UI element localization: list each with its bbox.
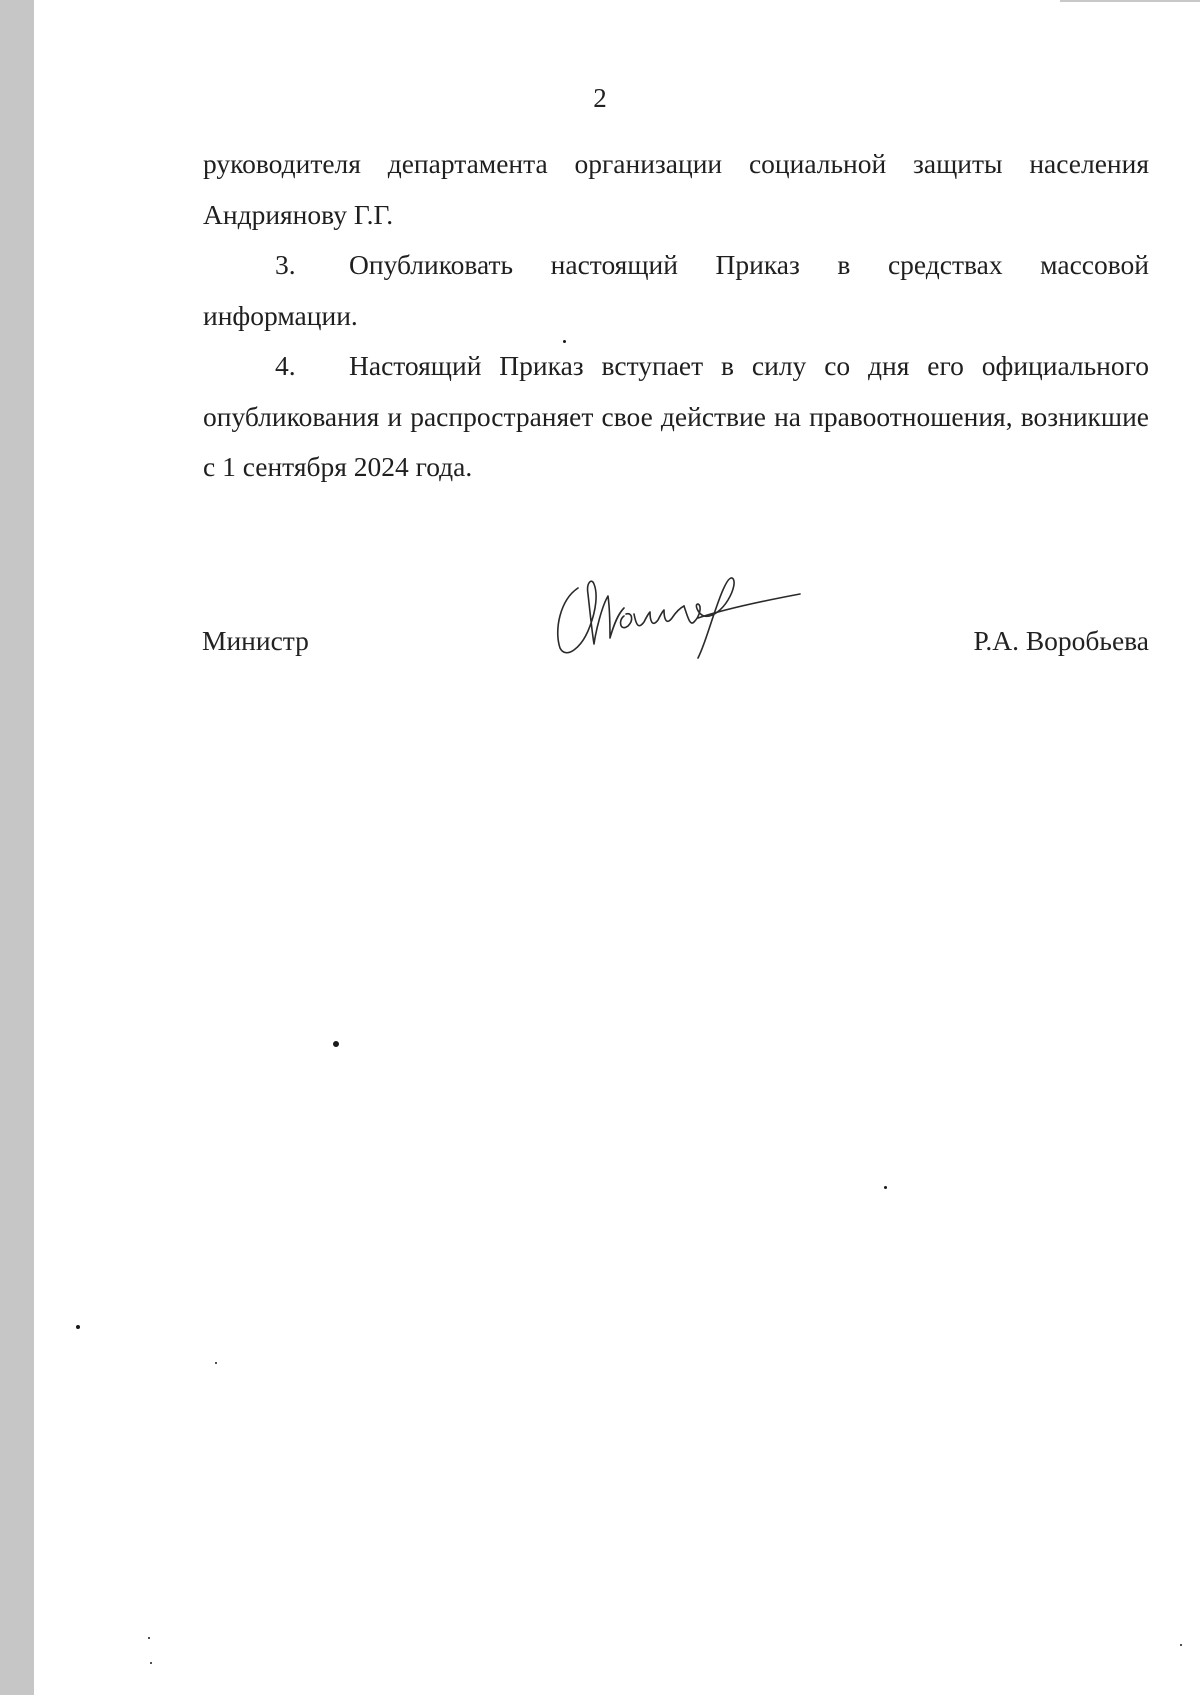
scan-edge-mark	[1060, 0, 1200, 2]
scan-speck	[215, 1362, 217, 1364]
scan-margin-strip	[0, 0, 34, 1695]
scan-speck	[333, 1041, 339, 1047]
list-item-3-text: Опубликовать настоящий Приказ в средствах массовой информации.	[203, 249, 1149, 331]
list-item-3-number: 3.	[275, 249, 296, 280]
paragraph-continuation: руководителя департамента организации социальной защиты населения Андриянову Г.Г.	[203, 148, 1149, 230]
scan-speck	[884, 1186, 887, 1189]
scan-speck	[563, 340, 566, 343]
page-number: 2	[593, 83, 607, 113]
signatory-name: Р.А. Воробьева	[973, 625, 1149, 656]
signatory-title: Министр	[202, 625, 309, 656]
list-item-4-number: 4.	[275, 350, 296, 381]
handwritten-signature	[548, 560, 808, 670]
list-item-4	[203, 341, 1149, 493]
scan-speck	[1180, 1644, 1182, 1646]
scan-speck	[76, 1325, 80, 1329]
list-item-4-text: Настоящий Приказ вступает в силу со дня его официального опубликования и распространяет свое действие на правоотношения, возникшие с 1 сентября 2024 года.	[203, 350, 1149, 482]
scan-speck	[150, 1662, 152, 1664]
document-body	[203, 139, 1149, 493]
list-item-3	[203, 240, 1149, 341]
scan-speck	[148, 1637, 150, 1639]
